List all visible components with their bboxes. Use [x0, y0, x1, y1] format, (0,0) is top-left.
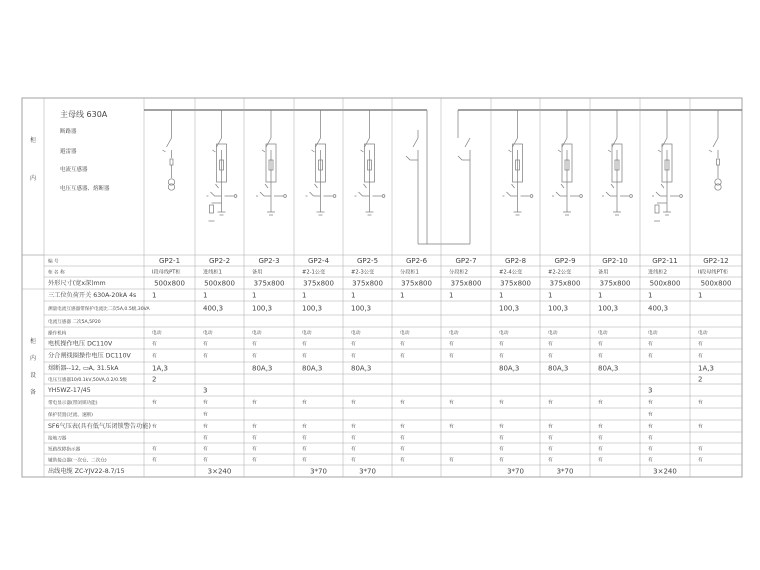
cell-switch: 1: [598, 291, 603, 300]
row-label-number: 编 号: [48, 259, 59, 265]
cell-switch: 1: [698, 291, 703, 300]
cell-size: 375x800: [352, 279, 383, 288]
cell-fault: 有: [598, 447, 603, 453]
cell-name: 备用: [252, 269, 263, 276]
cell-shunt: 有: [449, 354, 454, 360]
cell-fuse: 80A,3: [351, 364, 372, 373]
cell-fuse: 1A,3: [152, 364, 168, 373]
feeder-symbol-gp2-3: [256, 110, 286, 215]
feeder-symbol-gp2-1: [163, 110, 175, 190]
cell-motor: 有: [698, 342, 703, 348]
row-label-size: 外形尺寸(宽x深)mm: [48, 280, 106, 287]
cell-switch: 1: [449, 291, 454, 300]
cell-vt: 2: [152, 375, 157, 384]
cell-aux: 有: [698, 458, 703, 464]
cell-size: 375x800: [253, 279, 285, 288]
cell-mechanism: 电动: [648, 331, 658, 337]
cell-motor: 有: [449, 342, 454, 348]
cell-mechanism: 电动: [302, 331, 312, 337]
cell-size: 375x800: [500, 279, 531, 288]
row-label-fault: 短路故障指示器: [48, 447, 81, 453]
cell-fault: 有: [648, 447, 653, 453]
feeder-symbol-gp2-8: [503, 110, 533, 215]
cell-name: 分段柜1: [400, 269, 419, 276]
cell-earth: 有: [252, 436, 257, 442]
cell-indicator: 有: [203, 400, 208, 406]
side-label-char: 柜: [29, 338, 37, 345]
cell-indicator: 有: [400, 400, 405, 406]
cell-name: #2-3公变: [351, 269, 375, 276]
row-label-earth: 接地刀器: [48, 436, 67, 442]
cell-motor: 有: [499, 342, 504, 348]
side-label-char: 设: [29, 372, 37, 379]
cell-id: GP2-11: [652, 256, 678, 265]
cell-earth: 有: [351, 436, 356, 442]
cell-indicator: 有: [351, 400, 356, 406]
cell-earth: 有: [203, 436, 208, 442]
cell-name: I段母线PT柜: [152, 269, 181, 276]
feeder-symbol-gp2-10: [602, 110, 632, 215]
cell-shunt: 有: [499, 354, 504, 360]
cell-fuse: 1A,3: [698, 364, 714, 373]
row-label-motor: 电机操作电压 DC110V: [48, 340, 113, 348]
cell-fault: 有: [548, 447, 553, 453]
row-label-arrester: YH5WZ-17/45: [48, 387, 91, 394]
row-label-ct: 测量电流互感器带保护电流比二次5A,0.5级,30VA: [48, 307, 150, 312]
cell-motor: 有: [252, 342, 257, 348]
legend-breaker: 断路器: [60, 129, 77, 135]
side-label-top: [30, 136, 36, 182]
feeder-symbol-gp2-9: [552, 110, 582, 215]
cell-motor: 有: [152, 342, 157, 348]
feeder-symbol-gp2-12: [709, 110, 721, 190]
cell-indicator: 有: [648, 400, 653, 406]
cell-fuse: 80A,3: [548, 364, 569, 373]
feeder-symbol-gp2-2: [207, 110, 237, 221]
cell-mechanism: 电动: [598, 331, 608, 337]
row-label-mechanism: 操作机构: [48, 331, 67, 337]
cell-size: 500x800: [649, 279, 681, 288]
cell-aux: 有: [302, 458, 307, 464]
cell-name: II段母线PT柜: [698, 269, 729, 276]
cell-sf6: 有: [449, 424, 454, 430]
cell-fault: 有: [698, 447, 703, 453]
cell-size: 375x800: [401, 279, 432, 288]
cell-ct: 100,3: [598, 304, 619, 313]
cell-earth: 有: [499, 436, 504, 442]
feeder-symbol-gp2-7: [458, 138, 470, 175]
cell-shunt: 有: [252, 354, 257, 360]
cell-aux: 有: [548, 458, 553, 464]
cell-size: 500x800: [204, 279, 235, 288]
row-label-vt: 电压互感器10/0.1kV,50VA,0.2/0.5级: [48, 378, 127, 383]
cell-earth: 有: [548, 436, 553, 442]
cell-mechanism: 电动: [400, 331, 410, 337]
cell-aux: 有: [351, 458, 356, 464]
cell-motor: 有: [400, 342, 405, 348]
cell-motor: 有: [351, 342, 356, 348]
cell-id: GP2-2: [208, 256, 231, 265]
cell-sf6: 有: [698, 424, 703, 430]
cell-switch: 1: [152, 291, 157, 300]
cell-fuse: 80A,3: [252, 364, 273, 373]
cell-size: 375x800: [599, 279, 631, 288]
row-label-aux: 辅助接点器(一次仓、二次仓): [48, 458, 107, 464]
cell-fault: 有: [499, 447, 504, 453]
cell-switch: 1: [203, 291, 208, 300]
cell-name: 进线柜1: [203, 269, 222, 276]
cell-shunt: 有: [302, 354, 307, 360]
cell-cable: 3×240: [653, 467, 677, 476]
cell-sf6: 有: [400, 424, 405, 430]
cell-size: 375x800: [303, 279, 334, 288]
row-label-shunt: 分合闸线圈操作电压 DC110V: [48, 352, 131, 360]
cell-indicator: 有: [302, 400, 307, 406]
cell-fuse: 80A,3: [598, 364, 619, 373]
feeder-symbol-gp2-4: [306, 110, 336, 215]
cell-name: #2-1公变: [302, 269, 326, 276]
feeder-symbol-gp2-6: [406, 130, 418, 175]
cell-fault: 有: [152, 447, 157, 453]
legend-ct: 电流互感器: [60, 167, 88, 173]
cell-mechanism: 电动: [203, 331, 213, 337]
cell-aux: 有: [648, 458, 653, 464]
cell-sf6: 有: [351, 424, 356, 430]
row-label-indicator: 带电显示器(带闭锁功能): [48, 401, 98, 406]
feeder-symbol-gp2-11: [652, 110, 682, 221]
cell-id: GP2-12: [703, 256, 729, 265]
cell-name: #2-4公变: [499, 269, 523, 276]
cell-shunt: 有: [698, 354, 703, 360]
cell-indicator: 有: [449, 400, 454, 406]
cell-switch: 1: [400, 291, 405, 300]
cell-switch: 1: [499, 291, 504, 300]
cell-switch: 1: [252, 291, 257, 300]
cell-shunt: 有: [203, 354, 208, 360]
cell-id: GP2-6: [405, 256, 428, 265]
cell-fault: 有: [400, 447, 405, 453]
cell-shunt: 有: [648, 354, 653, 360]
cell-motor: 有: [302, 342, 307, 348]
cell-sf6: 有: [499, 424, 504, 430]
cell-indicator: 有: [499, 400, 504, 406]
cell-aux: 有: [598, 458, 603, 464]
cell-sf6: 有: [252, 424, 257, 430]
cell-fault: 有: [203, 447, 208, 453]
cell-sf6: 有: [302, 424, 307, 430]
side-label-char: 内: [29, 355, 37, 362]
cell-name: 分段柜2: [449, 269, 468, 276]
cell-fault: 有: [351, 447, 356, 453]
feeder-symbol-gp2-5: [355, 110, 385, 215]
cell-motor: 有: [648, 342, 653, 348]
cell-fuse: 80A,3: [302, 364, 323, 373]
cell-earth: 有: [302, 436, 307, 442]
cell-switch: 1: [302, 291, 307, 300]
row-label-protection: 保护装置(过流、速断): [48, 413, 93, 418]
cell-id: GP2-3: [258, 256, 280, 265]
cell-indicator: 有: [152, 400, 157, 406]
cell-fault: 有: [252, 447, 257, 453]
cell-aux: 有: [152, 458, 157, 464]
cell-mechanism: 电动: [252, 331, 262, 337]
cell-name: 进线柜2: [648, 269, 667, 276]
cell-size: 375x800: [549, 279, 581, 288]
legend-busbar: 主母线 630A: [60, 110, 108, 119]
cell-arrester: 3: [203, 386, 208, 395]
cell-aux: 有: [499, 458, 504, 464]
cell-shunt: 有: [152, 354, 157, 360]
cell-id: GP2-7: [455, 256, 477, 265]
legend: [60, 109, 110, 192]
cell-id: GP2-5: [356, 256, 379, 265]
cell-sf6: 有: [598, 424, 603, 430]
cell-name: 备用: [598, 269, 609, 276]
row-label-cable: 出线电缆 ZC-YJV22-8.7/15: [48, 468, 125, 475]
cell-aux: 有: [449, 458, 454, 464]
row-label-fuse: 熔断器--12, ▭A, 31.5kA: [48, 365, 119, 372]
cell-size: 500x800: [154, 279, 185, 288]
cell-shunt: 有: [598, 354, 603, 360]
cell-arrester: 3: [648, 386, 653, 395]
cell-fuse: 80A,3: [499, 364, 520, 373]
cell-protection: 有: [648, 412, 653, 418]
cell-ct: 100,3: [499, 304, 520, 313]
cell-ct: 100,3: [351, 304, 372, 313]
cell-indicator: 有: [698, 400, 703, 406]
cell-shunt: 有: [400, 354, 405, 360]
cell-id: GP2-9: [554, 256, 576, 265]
feeder-schematics: [163, 110, 722, 221]
cell-earth: 有: [400, 436, 405, 442]
cell-shunt: 有: [351, 354, 356, 360]
side-label-bottom: [30, 337, 36, 396]
row-label-name: 柜 名 称: [48, 270, 65, 276]
cell-name: #2-2公变: [548, 269, 572, 276]
equipment-table: [22, 98, 742, 477]
cell-cable: 3*70: [556, 467, 574, 476]
cell-motor: 有: [548, 342, 553, 348]
cell-id: GP2-8: [504, 256, 527, 265]
cell-cable: 3*70: [507, 467, 524, 476]
cell-cable: 3*70: [359, 467, 376, 476]
side-label-char: 备: [29, 389, 37, 396]
cell-vt: 2: [698, 375, 703, 384]
side-label-char: 柜: [29, 137, 37, 144]
cell-ct: 100,3: [252, 304, 273, 313]
cell-sf6: 有: [203, 424, 208, 430]
cell-switch: 1: [548, 291, 553, 300]
cell-indicator: 有: [598, 400, 603, 406]
cell-earth: 有: [648, 436, 653, 442]
row-label-switch: 三工位负荷开关 630A-20kA 4s: [48, 292, 137, 299]
cell-sf6: 有: [152, 424, 157, 430]
cell-mechanism: 电动: [499, 331, 509, 337]
bus-tie-link: [418, 110, 470, 244]
cell-sf6: 有: [548, 424, 553, 430]
legend-arrester: 避雷器: [60, 149, 77, 155]
cell-switch: 1: [648, 291, 653, 300]
cell-indicator: 有: [252, 400, 257, 406]
cell-ct: 100,3: [302, 304, 323, 313]
cell-ct: 400,3: [648, 304, 669, 313]
cell-aux: 有: [400, 458, 405, 464]
cell-aux: 有: [252, 458, 257, 464]
row-label-sf6: SF6气压表(具有低气压闭锁警告功能): [48, 423, 151, 430]
cell-sf6: 有: [648, 424, 653, 430]
cell-mechanism: 电动: [351, 331, 361, 337]
cell-cable: 3*70: [310, 467, 327, 476]
row-label-ct2: 电流互感器 二次5A,5P20: [48, 320, 101, 325]
side-label-char: 内: [29, 175, 37, 182]
cell-id: GP2-1: [158, 256, 181, 265]
cell-mechanism: 电动: [152, 331, 162, 337]
cell-aux: 有: [203, 458, 208, 464]
cell-size: 375x800: [450, 279, 482, 288]
cell-fault: 有: [302, 447, 307, 453]
cell-protection: 有: [203, 412, 208, 418]
cell-motor: 有: [598, 342, 603, 348]
cell-id: GP2-10: [602, 256, 628, 265]
cell-indicator: 有: [548, 400, 553, 406]
cell-mechanism: 电动: [449, 331, 459, 337]
cell-mechanism: 电动: [548, 331, 558, 337]
cell-mechanism: 电动: [698, 331, 708, 337]
cell-shunt: 有: [548, 354, 553, 360]
cell-switch: 1: [351, 291, 356, 300]
cell-motor: 有: [203, 342, 208, 348]
cell-size: 500x800: [700, 279, 732, 288]
cell-cable: 3×240: [207, 467, 232, 476]
cell-earth: 有: [598, 436, 603, 442]
cell-ct: 400,3: [203, 304, 224, 313]
cell-ct: 100,3: [548, 304, 569, 313]
legend-vt: 电压互感器、熔断器: [60, 186, 110, 192]
cell-id: GP2-4: [307, 256, 330, 265]
